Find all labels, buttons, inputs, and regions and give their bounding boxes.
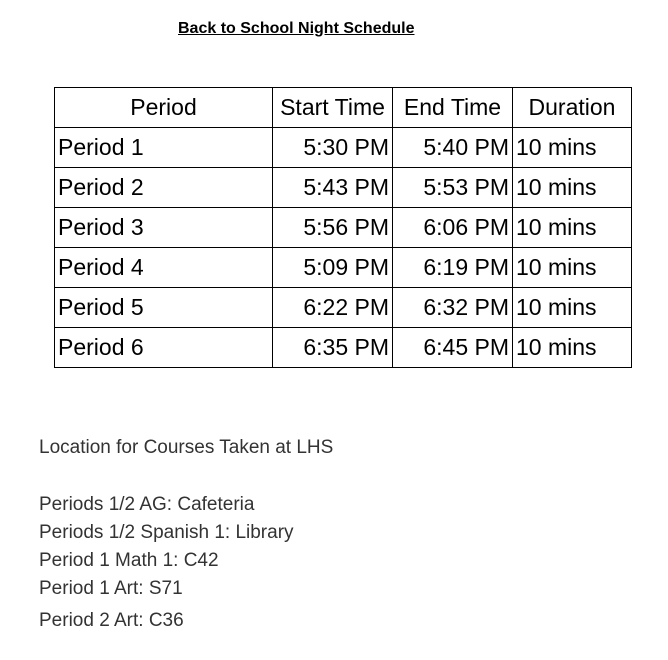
schedule-table [54,87,632,368]
cell-period: Period 3 [55,208,273,248]
table-row [55,208,632,248]
cell-start-time: 5:30 PM [273,128,393,168]
cell-duration: 10 mins [513,168,632,208]
cell-end-time: 6:45 PM [393,328,513,368]
cell-end-time: 6:19 PM [393,248,513,288]
cell-duration: 10 mins [513,328,632,368]
location-item: Periods 1/2 Spanish 1: Library [39,522,294,543]
table-row [55,128,632,168]
cell-duration: 10 mins [513,288,632,328]
cell-duration: 10 mins [513,128,632,168]
header-start-time: Start Time [273,88,393,128]
cell-end-time: 6:06 PM [393,208,513,248]
location-item: Period 1 Math 1: C42 [39,550,219,571]
cell-period: Period 4 [55,248,273,288]
cell-start-time: 6:35 PM [273,328,393,368]
location-item: Periods 1/2 AG: Cafeteria [39,494,255,515]
header-end-time: End Time [393,88,513,128]
cell-end-time: 5:40 PM [393,128,513,168]
location-item: Period 2 Art: C36 [39,610,184,631]
cell-end-time: 6:32 PM [393,288,513,328]
table-header-row [55,88,632,128]
cell-period: Period 6 [55,328,273,368]
cell-end-time: 5:53 PM [393,168,513,208]
cell-start-time: 6:22 PM [273,288,393,328]
header-duration: Duration [513,88,632,128]
locations-heading: Location for Courses Taken at LHS [39,437,334,458]
cell-duration: 10 mins [513,248,632,288]
locations-section [39,434,333,635]
cell-duration: 10 mins [513,208,632,248]
cell-start-time: 5:43 PM [273,168,393,208]
location-item: Period 1 Art: S71 [39,578,183,599]
cell-start-time: 5:09 PM [273,248,393,288]
table-row [55,288,632,328]
header-period: Period [55,88,273,128]
table-row [55,168,632,208]
cell-start-time: 5:56 PM [273,208,393,248]
table-row [55,248,632,288]
cell-period: Period 5 [55,288,273,328]
cell-period: Period 2 [55,168,273,208]
document-title: Back to School Night Schedule [178,20,415,37]
cell-period: Period 1 [55,128,273,168]
table-row [55,328,632,368]
